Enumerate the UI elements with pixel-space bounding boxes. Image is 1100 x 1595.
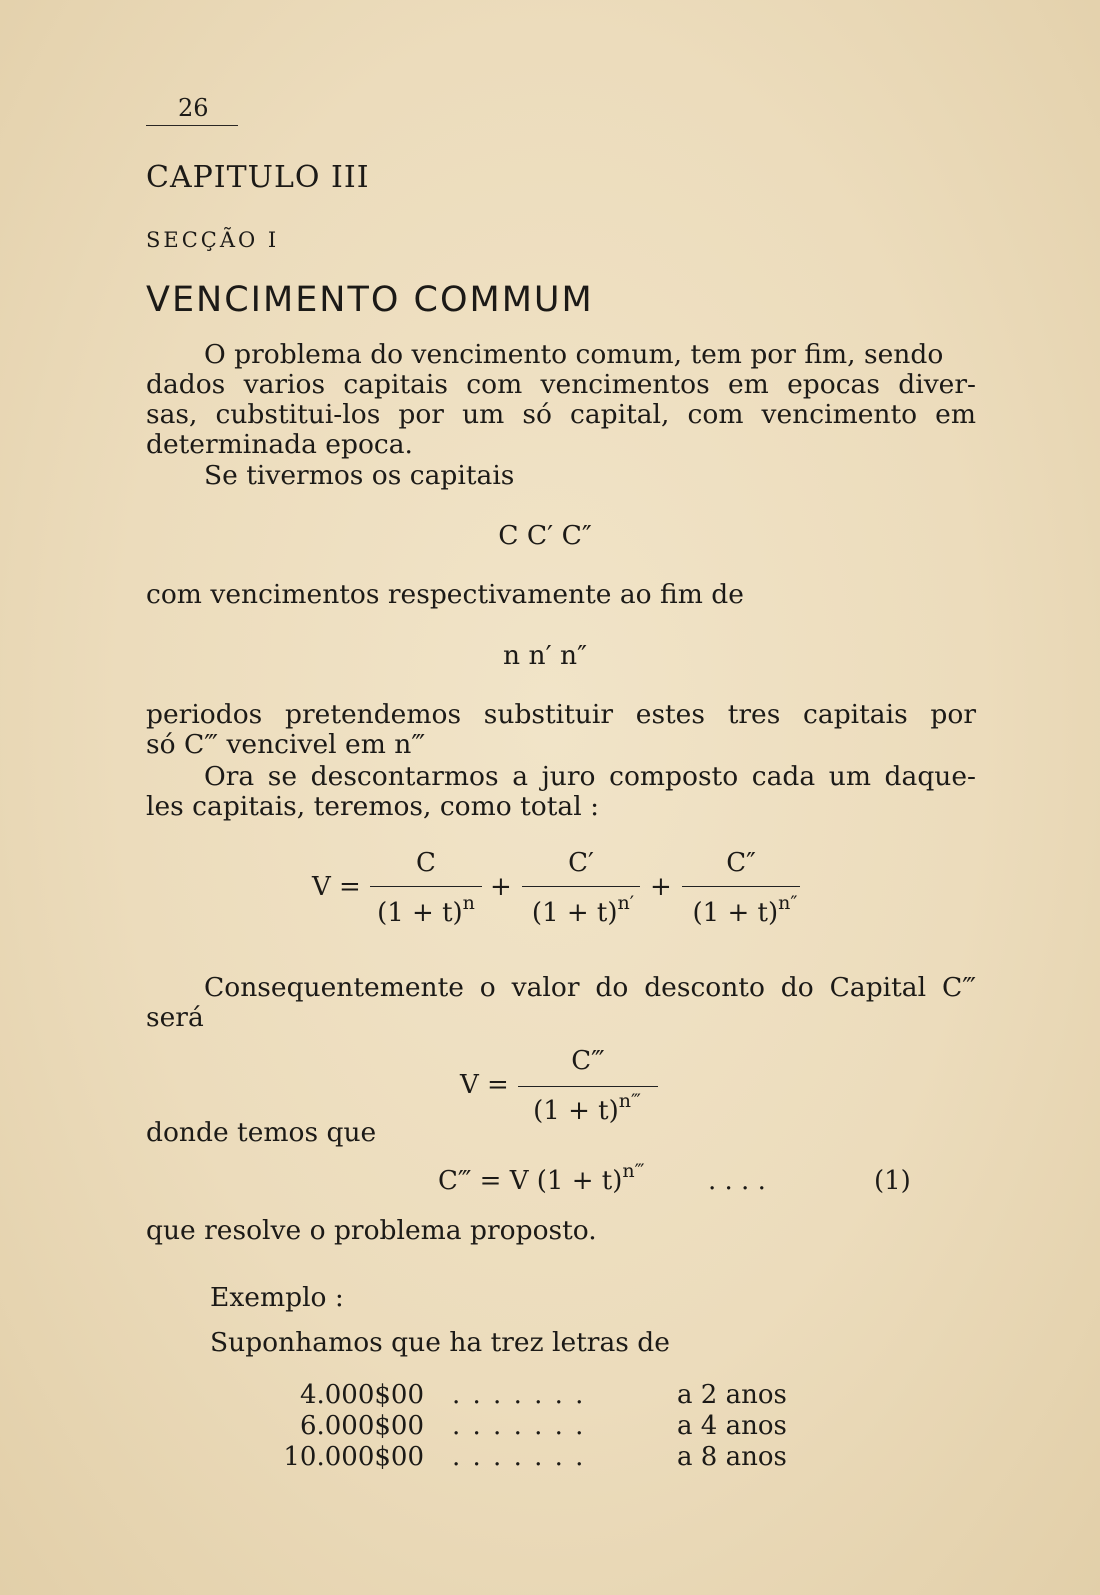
formula1-fraction-bar1 [370, 886, 482, 887]
letter-amount: 4.000$00 [299, 1380, 424, 1410]
formula1-fraction-bar3 [682, 886, 800, 887]
formula1-fraction-bar2 [522, 886, 640, 887]
leader-dots: . . . . . . . [452, 1411, 586, 1441]
example-label: Exemplo : [210, 1282, 344, 1313]
formula1-plus1: + [490, 872, 512, 902]
leader-dots: . . . . . . . [452, 1380, 586, 1410]
para4-line2: só C‴ vencivel em n‴ [146, 729, 426, 760]
formula2-lhs: V = [460, 1070, 509, 1100]
para5-line2: les capitais, teremos, como total : [146, 791, 600, 822]
example-text: Suponhamos que ha trez letras de [210, 1327, 670, 1358]
table-row [282, 1442, 787, 1473]
equation-number: (1) [874, 1166, 911, 1196]
formula1-den1: $(1 + t)^n$ [377, 892, 475, 928]
formula2-num: C‴ [571, 1046, 605, 1076]
table-row [282, 1411, 787, 1442]
letter-term: a 2 anos [677, 1380, 787, 1410]
section-heading: SECÇÃO I [146, 228, 280, 252]
formula2-den: $(1 + t)^{n‴}$ [533, 1090, 641, 1126]
letters-table [282, 1380, 787, 1473]
leader-dots: . . . . . . . [452, 1442, 586, 1472]
formula3-exp: n‴ [622, 1160, 645, 1182]
para1-line2: dados varios capitais com vencimentos em epocas diver- [146, 369, 976, 400]
letter-amount: 6.000$00 [299, 1411, 424, 1441]
page-title: VENCIMENTO COMMUM [146, 280, 594, 320]
formula3-expr: C‴ = V (1 + t) [438, 1166, 623, 1196]
para7: donde temos que [146, 1117, 377, 1148]
capitals-line: C C′ C″ [498, 520, 592, 551]
para4-line1: periodos pretendemos substituir estes tres capitais por [146, 699, 976, 730]
para5-line1: Ora se descontarmos a juro composto cada um daque- [204, 761, 976, 792]
formula1-num3: C″ [726, 848, 756, 878]
letter-amount: 10.000$00 [283, 1442, 424, 1472]
para3: com vencimentos respectivamente ao fim de [146, 579, 744, 610]
para8: que resolve o problema proposto. [146, 1215, 597, 1246]
formula1-den2: $(1 + t)^{n'}$ [531, 892, 635, 928]
letter-term: a 8 anos [677, 1442, 787, 1472]
para2: Se tivermos os capitais [204, 460, 515, 491]
formula1-plus2: + [650, 872, 672, 902]
formula3-dots: . . . . [708, 1166, 766, 1196]
para1-line4: determinada epoca. [146, 429, 413, 460]
para6-line2: será [146, 1002, 204, 1033]
chapter-heading: CAPITULO III [146, 160, 370, 195]
page-number-rule [146, 125, 238, 126]
formula1-den3: $(1 + t)^{n''}$ [692, 892, 798, 928]
periods-line: n n′ n″ [503, 640, 587, 671]
formula1-num1: C [416, 848, 436, 878]
formula1-lhs: V = [312, 872, 361, 902]
formula1-num2: C′ [568, 848, 594, 878]
page-number: 26 [178, 94, 209, 122]
formula-equation-1 [438, 1160, 645, 1196]
para1-line3: sas, cubstitui-los por um só capital, com vencimento em [146, 399, 976, 430]
formula2-fraction-bar [518, 1086, 658, 1087]
table-row [282, 1380, 787, 1411]
para6-line1: Consequentemente o valor do desconto do Capital C‴ [204, 972, 976, 1003]
letter-term: a 4 anos [677, 1411, 787, 1441]
para1-line1: O problema do vencimento comum, tem por fim, sendo [204, 339, 944, 370]
